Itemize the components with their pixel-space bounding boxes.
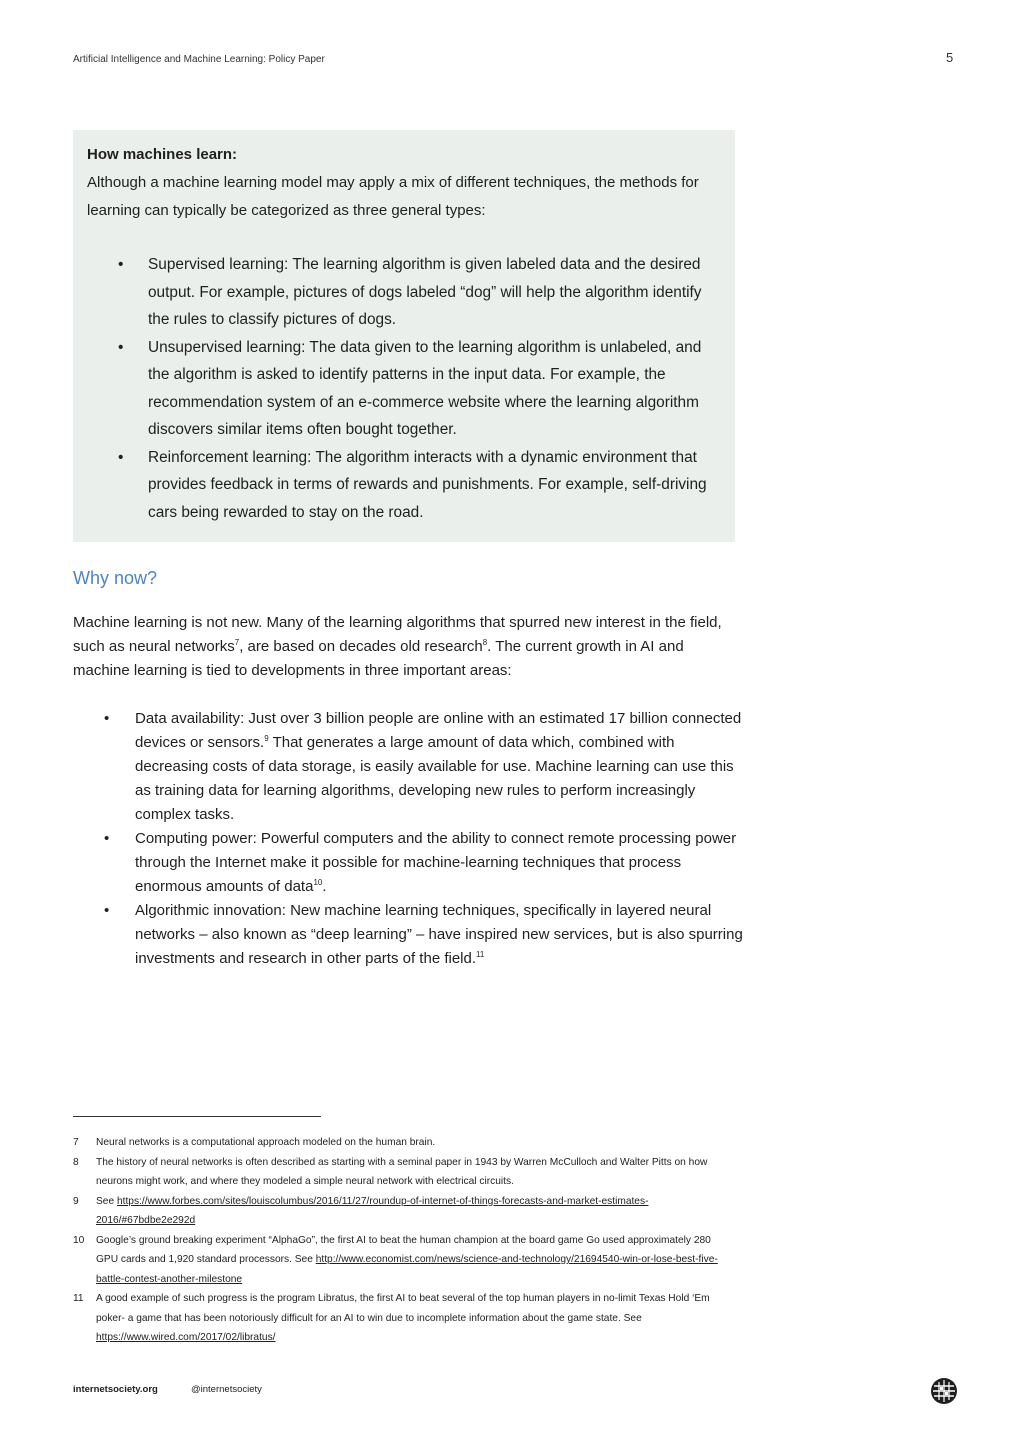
footnote-link[interactable]: https://www.forbes.com/sites/louiscolumbus/2016/11/27/roundup-of-internet-of-things-forecasts-and-market-estimates-2016/#67bdbe2e292d <box>96 1195 649 1226</box>
internet-society-globe-icon <box>930 1377 958 1405</box>
bullet-icon: • <box>118 338 124 356</box>
bullet-icon: • <box>104 902 110 919</box>
footnote-number: 8 <box>73 1156 79 1168</box>
term: Supervised learning <box>148 256 285 273</box>
footnotes <box>73 1133 733 1348</box>
bullet-icon: • <box>104 830 110 847</box>
item-text: : Powerful computers and the ability to connect remote processing power through the Internet make it possible for machine-learning techniques that process enormous amounts of data <box>135 830 737 895</box>
list-item <box>87 251 721 334</box>
item-text: : The data given to the learning algorithm is unlabeled, and the algorithm is asked to identify patterns in the input data. For example, the recommendation system of an e-commerce website where the learning algorithm discovers similar items often bought together. <box>148 338 702 438</box>
footnote-text: Google’s ground breaking experiment “AlphaGo”, the first AI to beat the human champion at the board game Go used approximately 280 GPU cards and 1,920 standard processors. See <box>96 1234 711 1265</box>
item-text: : The learning algorithm is given labeled data and the desired output. For example, pictures of dogs labeled “dog” will help the algorithm identify the rules to classify pictures of dogs. <box>148 256 702 328</box>
footnote <box>73 1231 733 1290</box>
footnote-ref[interactable]: 10 <box>313 878 323 887</box>
footnote-divider <box>73 1116 321 1117</box>
bullet-icon: • <box>104 710 110 727</box>
paragraph-text: . The current growth in AI and machine learning is tied to developments in three important areas: <box>73 638 684 679</box>
term: Data availability <box>135 710 241 727</box>
footer-site-link[interactable]: internetsociety.org <box>73 1384 158 1395</box>
item-text: : New machine learning techniques, specifically in layered neural networks – also known as “deep learning” – have inspired new services, but is also spurring investments and research in other parts of the field. <box>135 902 743 967</box>
footnote-number: 10 <box>73 1234 85 1246</box>
paragraph-text: Machine learning is not new. Many of the learning algorithms that spurred new interest in the field, such as neural networks <box>73 614 722 655</box>
term: Computing power <box>135 830 253 847</box>
footnote-number: 11 <box>73 1293 84 1304</box>
footnote-ref[interactable]: 11 <box>476 950 485 959</box>
box-title: How machines learn: <box>87 146 238 163</box>
item-text: : The algorithm interacts with a dynamic environment that provides feedback in terms of rewards and punishments. For example, self-driving cars being rewarded to stay on the road. <box>148 448 707 521</box>
term: Unsupervised learning <box>148 338 302 356</box>
footnote <box>73 1133 733 1153</box>
footnote-link[interactable]: http://www.economist.com/news/science-and-technology/21694540-win-or-lose-best-five-battle-contest-another-milestone <box>96 1254 718 1285</box>
growth-areas-list <box>73 707 743 971</box>
list-item <box>73 827 743 899</box>
footnote-text: A good example of such progress is the program Libratus, the first AI to beat several of the top human players in no-limit Texas Hold ‘Em poker- a game that has been notoriously difficult for an AI to win due to incomplete information about the game state. See <box>96 1293 710 1324</box>
footnote-ref[interactable]: 7 <box>234 638 240 647</box>
footnote-number: 7 <box>73 1137 79 1148</box>
footnote <box>73 1192 733 1231</box>
footnote-text: The history of neural networks is often described as starting with a seminal paper in 1943 by Warren McCulloch and Walter Pitts on how neurons might work, and where they modeled a simple neural network with electrical circuits. <box>96 1156 708 1187</box>
footnote-link[interactable]: https://www.wired.com/2017/02/libratus/ <box>96 1332 276 1343</box>
section-heading: Why now? <box>73 568 158 588</box>
term: Reinforcement learning <box>148 448 308 466</box>
list-item <box>73 707 743 827</box>
how-machines-learn-box <box>73 130 735 542</box>
item-text: : Just over 3 billion people are online with an estimated 17 billion connected devices or sensors. <box>135 710 742 751</box>
bullet-icon: • <box>118 448 124 466</box>
footnote-text: See <box>96 1195 117 1207</box>
footer-social-handle[interactable]: @internetsociety <box>191 1384 262 1395</box>
list-item <box>73 899 743 971</box>
list-item <box>87 334 721 444</box>
item-text: That generates a large amount of data which, combined with decreasing costs of data storage, is easily available for use. Machine learning can use this as training data for learning algorithms, developing new rules to perform increasingly complex tasks. <box>135 734 734 823</box>
learning-types-list <box>87 251 721 526</box>
paragraph-text: , are based on decades old research <box>239 638 483 655</box>
list-item <box>87 444 721 527</box>
footnote-ref[interactable]: 8 <box>482 638 488 647</box>
item-text: . <box>322 878 327 895</box>
bullet-icon: • <box>118 256 124 273</box>
page-number: 5 <box>946 50 954 65</box>
box-intro: Although a machine learning model may apply a mix of different techniques, the methods for learning can typically be categorized as three general types: <box>87 174 699 219</box>
section-paragraph <box>73 611 733 683</box>
footnote-number: 9 <box>73 1195 79 1207</box>
footnote <box>73 1289 733 1348</box>
footnote-text: Neural networks is a computational approach modeled on the human brain. <box>96 1137 436 1148</box>
footnote-ref[interactable]: 9 <box>264 734 269 743</box>
header-title: Artificial Intelligence and Machine Learning: Policy Paper <box>73 54 325 65</box>
term: Algorithmic innovation <box>135 902 282 919</box>
footnote <box>73 1153 733 1192</box>
